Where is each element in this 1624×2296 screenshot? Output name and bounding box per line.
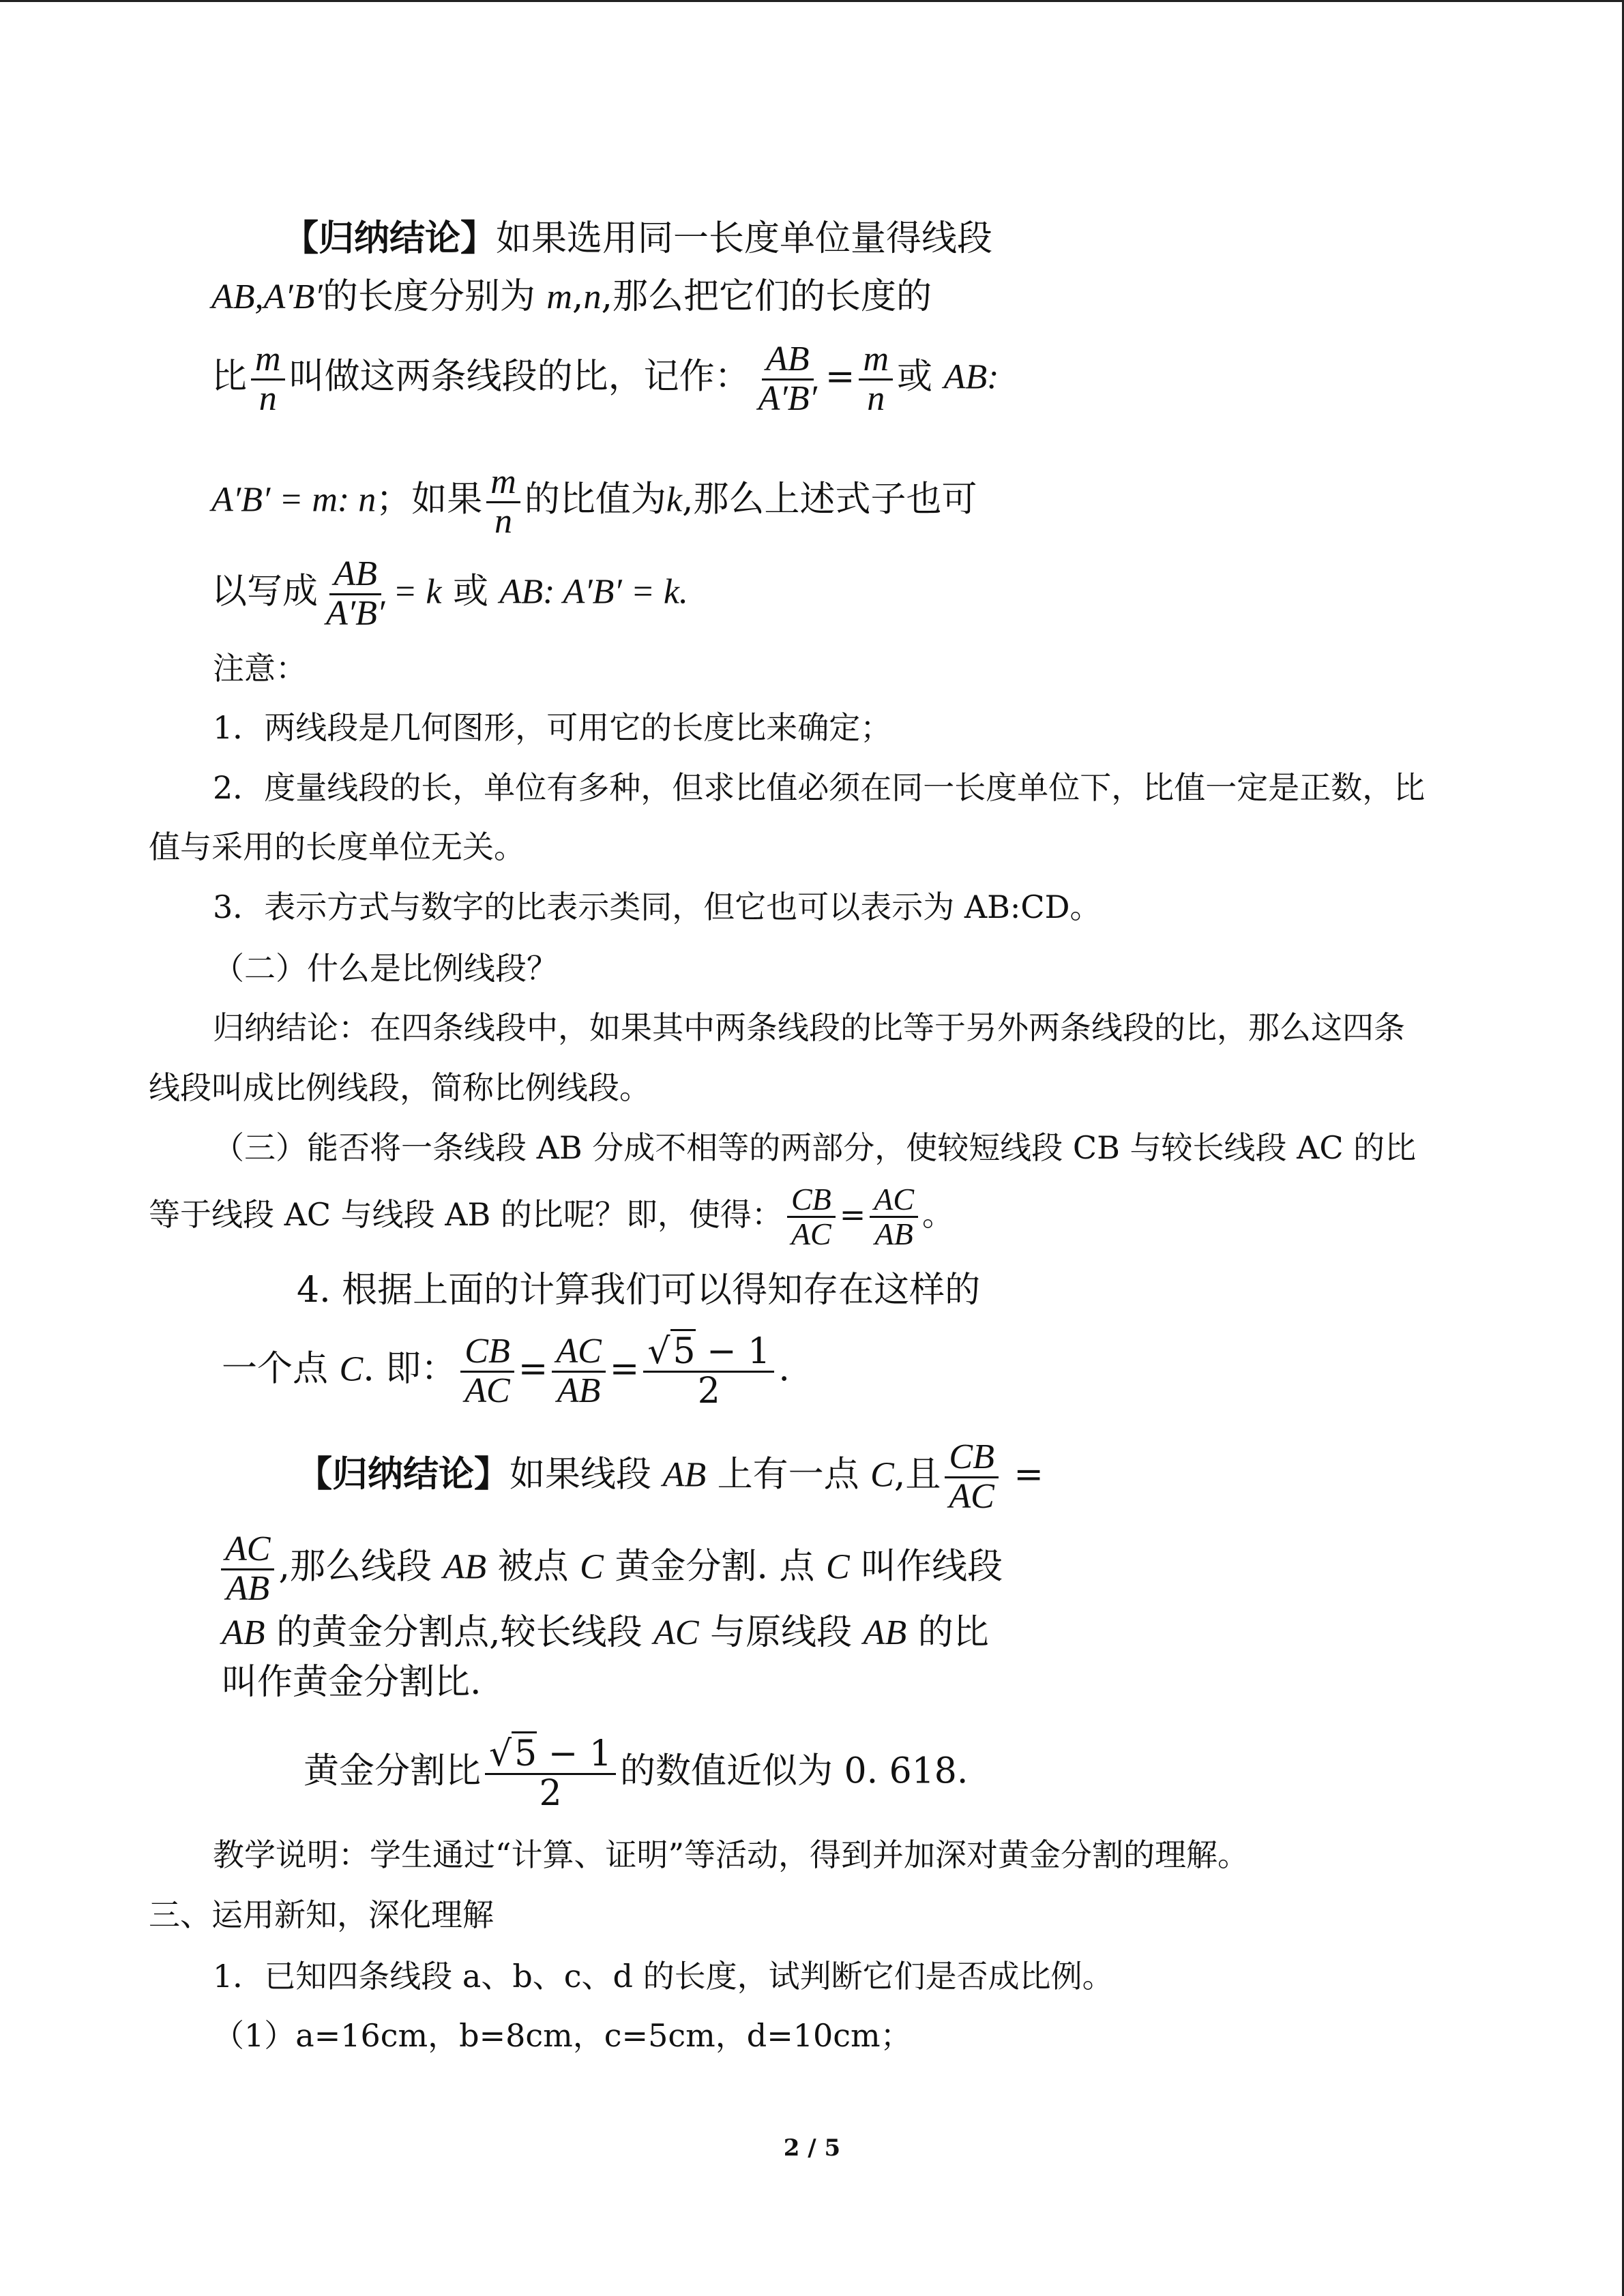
section-3-title: 三、运用新知，深化理解 [149, 1896, 494, 1933]
numerator: m [486, 464, 520, 503]
sqrt-icon: √ [489, 1733, 512, 1774]
block3-line-3 [222, 1611, 989, 1655]
question-1: 1．已知四条线段 a、b、c、d 的长度，试判断它们是否成比例。 [213, 1958, 1114, 1995]
conclusion-line-1 [283, 217, 992, 260]
text: 。 [922, 1195, 954, 1233]
text: − 1 [695, 1331, 771, 1372]
equals: = [1014, 1454, 1044, 1495]
text: 如果线段 [510, 1454, 652, 1495]
note-2a: 2．度量线段的长，单位有多种，但求比值必须在同一长度单位下，比值一定是正数，比 [213, 769, 1426, 806]
denominator: 2 [539, 1772, 562, 1814]
denominator: n [259, 378, 277, 418]
text: 的比 [917, 1612, 989, 1653]
text: . 即： [363, 1348, 457, 1390]
page-border-top [0, 0, 1624, 2]
denominator: AC [464, 1371, 510, 1410]
block3-line-2 [217, 1531, 1003, 1607]
text: ,那么把它们的长度的 [601, 276, 932, 317]
text: 被点 [497, 1546, 569, 1587]
text: 比 [211, 356, 248, 398]
fraction-golden-ratio [643, 1333, 774, 1410]
math: A′B′ = m: n [211, 480, 377, 520]
text: 叫作线段 [861, 1546, 1003, 1587]
text: 的黄金分割点,较长线段 [276, 1612, 643, 1653]
note-3: 3．表示方式与数字的比表示类同，但它也可以表示为 AB:CD。 [213, 889, 1102, 925]
block3-line-1 [297, 1439, 1044, 1515]
fraction-m-n [859, 341, 893, 417]
text: 叫做这两条线段的比，记作： [289, 356, 750, 398]
conclusion-line-2 [211, 275, 932, 319]
text: 或 [453, 571, 489, 612]
math: C [339, 1350, 364, 1389]
text: 一个点 [222, 1348, 329, 1390]
math: AB [863, 1613, 907, 1652]
equals: = [609, 1348, 640, 1390]
math: AB [443, 1547, 487, 1587]
block2-line-1: 4. 根据上面的计算我们可以得知存在这样的 [297, 1270, 981, 1311]
text: ；如果 [376, 479, 483, 520]
math: AB [662, 1455, 707, 1495]
denominator: 2 [697, 1370, 720, 1412]
fraction-ac-ab [552, 1333, 605, 1410]
numerator: AB [762, 341, 814, 381]
text: 的长度分别为 [322, 276, 535, 317]
numerator: CB [460, 1333, 514, 1373]
numerator: AC [221, 1531, 274, 1570]
fraction-ac-ab [221, 1531, 274, 1607]
note-2b: 值与采用的长度单位无关。 [149, 829, 525, 865]
page-number: 2 / 5 [783, 2134, 841, 2162]
text: 与原线段 [710, 1612, 853, 1653]
numerator: m [251, 341, 285, 381]
question-1-part-1: （1）a=16cm，b=8cm，c=5cm，d=10cm； [213, 2017, 912, 2054]
fraction-golden-ratio [485, 1735, 616, 1812]
fraction-m-n [486, 464, 520, 540]
fraction-ab-apbp [754, 341, 821, 417]
part2-line-1: 归纳结论：在四条线段中，如果其中两条线段的比等于另外两条线段的比，那么这四条 [213, 1009, 1405, 1046]
denominator: A′B′ [326, 593, 385, 633]
math: ,A′B′ [254, 278, 323, 316]
numerator [485, 1735, 616, 1775]
numerator: m [859, 341, 893, 381]
fraction-cb-ac [460, 1333, 514, 1410]
math: AB: A′B′ = k. [499, 572, 688, 612]
conclusion-heading: 【归纳结论】 [297, 1453, 510, 1495]
text: 上有一点 [717, 1454, 859, 1495]
block3-line-5 [304, 1735, 968, 1812]
note-1: 1．两线段是几何图形，可用它的长度比来确定； [213, 709, 892, 746]
conclusion-line-5 [211, 556, 688, 632]
notes-title: 注意： [213, 650, 307, 687]
math: C [580, 1547, 604, 1587]
math: AB [211, 278, 255, 316]
denominator: AB [226, 1568, 269, 1608]
fraction-cb-ac [787, 1183, 836, 1251]
equals: = [839, 1195, 866, 1233]
text: − 1 [537, 1733, 612, 1774]
text: 如果选用同一长度单位量得线段 [496, 218, 993, 259]
denominator: A′B′ [758, 378, 817, 418]
text: 或 [897, 356, 933, 398]
numerator: AC [870, 1183, 918, 1218]
sqrt-icon: √ [647, 1331, 670, 1372]
conclusion-line-4 [211, 464, 977, 540]
math: C [825, 1547, 850, 1587]
math: m [546, 278, 572, 316]
text: 黄金分割. 点 [615, 1546, 815, 1587]
text: 等于线段 AC 与线段 AB 的比呢？即，使得： [149, 1195, 783, 1233]
part2-line-2: 线段叫成比例线段，简称比例线段。 [149, 1069, 651, 1106]
numerator: CB [945, 1439, 998, 1478]
denominator: AB [557, 1371, 601, 1410]
part3-line-2 [149, 1183, 954, 1251]
denominator: n [494, 501, 513, 541]
part2-title: （二）什么是比例线段？ [213, 950, 558, 987]
denominator: AC [949, 1476, 994, 1516]
denominator: AC [791, 1217, 831, 1252]
equals: = [518, 1348, 548, 1390]
fraction-ab-apbp [322, 556, 389, 632]
denominator: n [867, 378, 885, 418]
text: ,那么上述式子也可 [681, 479, 977, 520]
text: . [778, 1348, 790, 1390]
teaching-note: 教学说明：学生通过“计算、证明”等活动，得到并加深对黄金分割的理解。 [213, 1836, 1250, 1873]
part3-line-1: （三）能否将一条线段 AB 分成不相等的两部分，使较短线段 CB 与较长线段 AC 的比 [213, 1129, 1417, 1166]
math: C [870, 1455, 894, 1495]
math: AB [222, 1613, 265, 1652]
text: 以写成 [211, 571, 319, 612]
conclusion-line-3 [211, 341, 999, 417]
conclusion-heading: 【归纳结论】 [283, 218, 497, 259]
radicand: 5 [512, 1731, 537, 1774]
block2-line-2 [222, 1333, 790, 1410]
block3-line-4: 叫作黄金分割比. [222, 1662, 482, 1703]
math: AB: [943, 357, 999, 397]
fraction-ac-ab [870, 1183, 918, 1251]
fraction-cb-ac [945, 1439, 998, 1515]
text: , [572, 276, 584, 317]
math: AC [653, 1613, 699, 1652]
fraction-m-n [251, 341, 285, 417]
text: ,且 [894, 1454, 941, 1495]
text: 的数值近似为 0. 618. [619, 1750, 969, 1792]
numerator: AB [329, 556, 381, 595]
math: = k [393, 572, 442, 612]
radicand: 5 [670, 1329, 696, 1372]
numerator [643, 1333, 774, 1373]
numerator: CB [787, 1183, 836, 1218]
equals: = [825, 356, 855, 398]
text: ,那么线段 [278, 1546, 432, 1587]
text: 的比值为 [524, 479, 666, 520]
numerator: AC [552, 1333, 605, 1373]
text: 黄金分割比 [304, 1750, 482, 1792]
math: k [666, 480, 682, 520]
denominator: AB [874, 1217, 913, 1252]
math: n [583, 278, 602, 316]
